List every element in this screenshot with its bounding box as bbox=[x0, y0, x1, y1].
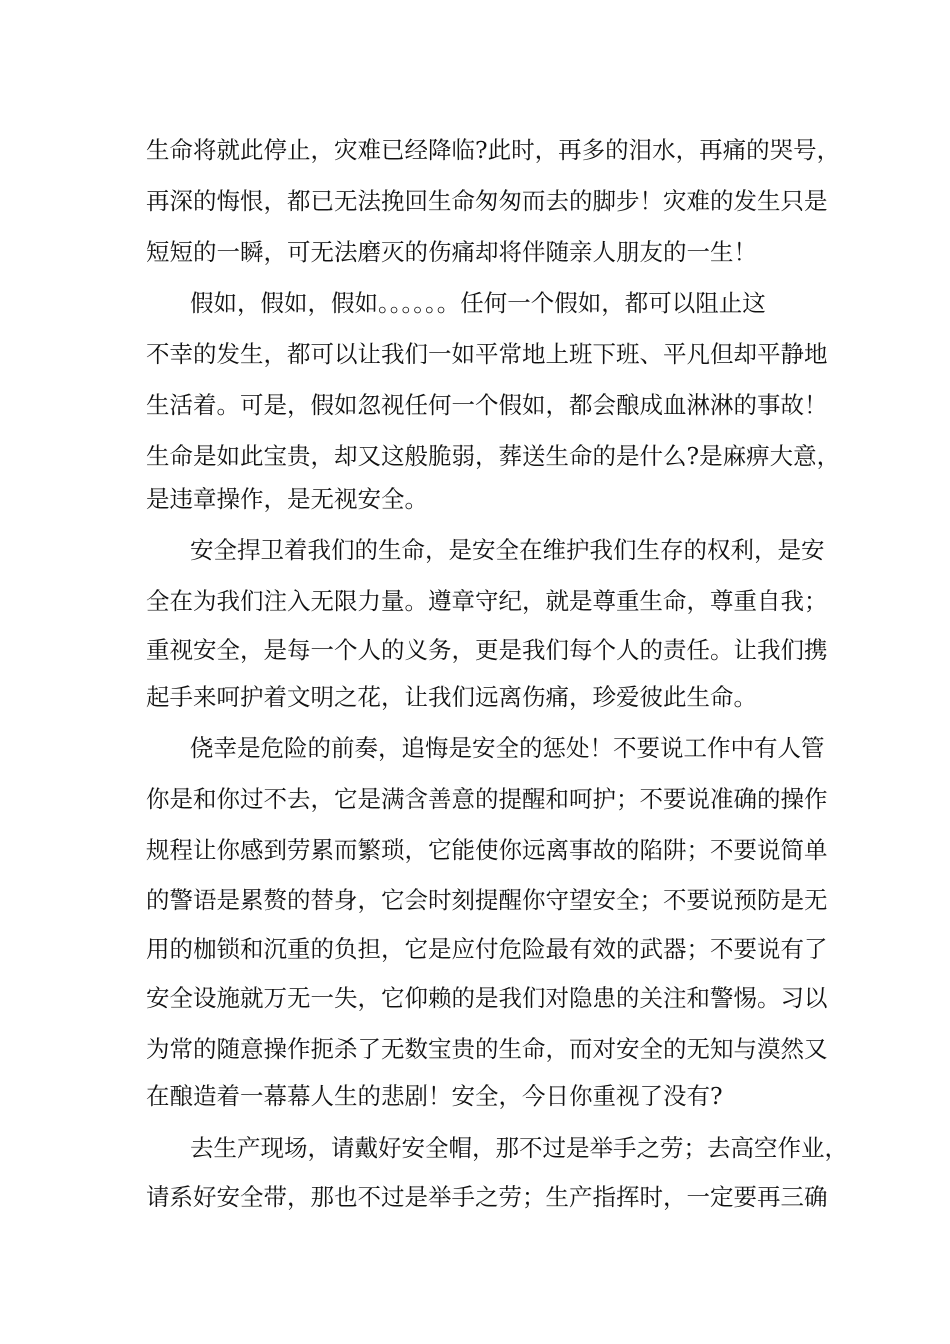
text-line: 规程让你感到劳累而繁琐，它能使你远离事故的陷阱；不要说简单 bbox=[146, 836, 828, 864]
text-line: 的警语是累赘的替身，它会时刻提醒你守望安全；不要说预防是无 bbox=[146, 886, 828, 914]
text-line: 起手来呵护着文明之花，让我们远离伤痛，珍爱彼此生命。 bbox=[146, 683, 757, 711]
text-line: 在酿造着一幕幕人生的悲剧！安全，今日你重视了没有? bbox=[146, 1082, 723, 1110]
text-line: 生活着。可是，假如忽视任何一个假如，都会酿成血淋淋的事故！ bbox=[146, 391, 828, 419]
text-line: 再深的悔恨，都已无法挽回生命匆匆而去的脚步！灾难的发生只是 bbox=[146, 187, 828, 215]
text-line: 全在为我们注入无限力量。遵章守纪，就是尊重生命，尊重自我； bbox=[146, 587, 828, 615]
text-line: 不幸的发生，都可以让我们一如平常地上班下班、平凡但却平静地 bbox=[146, 340, 828, 368]
paragraph-first-line: 侥幸是危险的前奏，追悔是安全的惩处！不要说工作中有人管 bbox=[190, 734, 825, 762]
text-line: 为常的随意操作扼杀了无数宝贵的生命，而对安全的无知与漠然又 bbox=[146, 1035, 828, 1063]
text-line: 你是和你过不去，它是满含善意的提醒和呵护；不要说准确的操作 bbox=[146, 785, 828, 813]
text-line: 生命将就此停止，灾难已经降临?此时，再多的泪水，再痛的哭号， bbox=[146, 136, 841, 164]
text-line: 生命是如此宝贵，却又这般脆弱，葬送生命的是什么?是麻痹大意， bbox=[146, 442, 841, 470]
text-line: 请系好安全带，那也不过是举手之劳；生产指挥时，一定要再三确 bbox=[146, 1183, 828, 1211]
text-line: 重视安全，是每一个人的义务，更是我们每个人的责任。让我们携 bbox=[146, 636, 828, 664]
text-line: 是违章操作，是无视安全。 bbox=[146, 485, 428, 513]
paragraph-first-line: 假如，假如，假如。。。。。。任何一个假如，都可以阻止这 bbox=[190, 289, 766, 317]
text-line: 用的枷锁和沉重的负担，它是应付危险最有效的武器；不要说有了 bbox=[146, 935, 828, 963]
paragraph-first-line: 安全捍卫着我们的生命，是安全在维护我们生存的权利，是安 bbox=[190, 536, 825, 564]
text-line: 短短的一瞬，可无法磨灭的伤痛却将伴随亲人朋友的一生！ bbox=[146, 238, 757, 266]
text-line: 安全设施就万无一失，它仰赖的是我们对隐患的关注和警惕。习以 bbox=[146, 984, 828, 1012]
paragraph-first-line: 去生产现场，请戴好安全帽，那不过是举手之劳；去高空作业， bbox=[190, 1134, 848, 1162]
